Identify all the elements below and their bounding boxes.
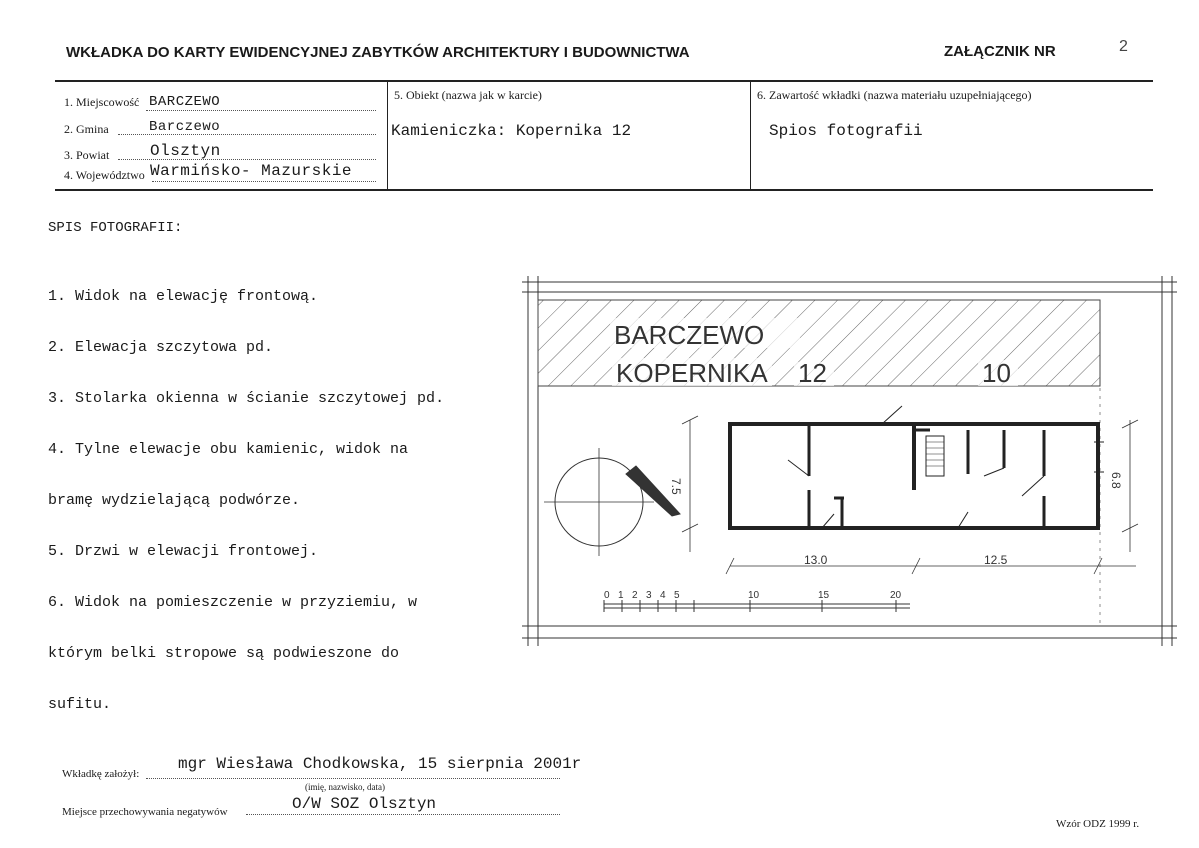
dimension-lines: [682, 416, 1138, 574]
gmina-dots: [118, 134, 376, 135]
photo-list: [48, 254, 444, 730]
scale-tick-10: 10: [748, 590, 760, 601]
north-arrow: [544, 448, 680, 556]
list-item: 4. Tylne elewacje obu kamienic, widok na: [48, 441, 409, 458]
object-label: 5. Obiekt (nazwa jak w karcie): [394, 88, 542, 102]
created-by-value: mgr Wiesława Chodkowska, 15 sierpnia 2001r: [178, 755, 582, 773]
list-item: 2. Elewacja szczytowa pd.: [48, 339, 274, 356]
negatives-dots: [246, 814, 560, 815]
gmina-value: Barczewo: [149, 119, 221, 135]
list-item: 1. Widok na elewację frontową.: [48, 288, 319, 305]
scale-tick-15: 15: [818, 590, 830, 601]
object-value: Kamieniczka: Kopernika 12: [391, 122, 632, 140]
plan-town-label: BARCZEWO: [614, 320, 765, 350]
attachment-number: 2: [1119, 38, 1128, 55]
content-value: Spios fotografii: [769, 122, 923, 140]
scale-tick-5: 5: [674, 590, 680, 601]
photo-list-heading: SPIS FOTOGRAFII:: [48, 220, 183, 236]
gmina-label: 2. Gmina: [64, 122, 109, 136]
table-divider-1: [387, 81, 388, 190]
created-by-hint: (imię, nazwisko, data): [305, 782, 385, 792]
wojewodztwo-label: 4. Województwo: [64, 168, 145, 182]
miejscowosc-label: 1. Miejscowość: [64, 95, 140, 109]
wojewodztwo-dots: [152, 181, 376, 182]
building-plan: [730, 406, 1104, 528]
table-divider-2: [750, 81, 751, 190]
powiat-value: Olsztyn: [150, 142, 221, 160]
list-item: sufitu.: [48, 696, 112, 713]
list-item: bramę wydzielającą podwórze.: [48, 492, 301, 509]
scale-tick-2: 2: [632, 590, 638, 601]
scale-bar: [604, 600, 910, 612]
scale-tick-1: 1: [618, 590, 624, 601]
template-note: Wzór ODZ 1999 r.: [1056, 818, 1140, 830]
content-label: 6. Zawartość wkładki (nazwa materiału uzupełniającego): [757, 88, 1032, 102]
negatives-value: O/W SOZ Olsztyn: [292, 795, 437, 813]
dim-depth-right: 6.8: [1109, 472, 1123, 489]
created-by-dots: [146, 778, 560, 779]
dim-width-a: 13.0: [804, 553, 828, 567]
form-title: WKŁADKA DO KARTY EWIDENCYJNEJ ZABYTKÓW ARCHITEKTURY I BUDOWNICTWA: [66, 44, 690, 61]
powiat-dots: [118, 159, 376, 160]
dim-width-b: 12.5: [984, 553, 1008, 567]
created-by-label: Wkładkę założył:: [62, 768, 140, 780]
dim-depth-left: 7.5: [669, 478, 683, 495]
scale-tick-4: 4: [660, 590, 666, 601]
negatives-label: Miejsce przechowywania negatywów: [62, 806, 228, 818]
attachment-label: ZAŁĄCZNIK NR: [944, 43, 1056, 60]
site-plan-drawing: [522, 276, 1180, 648]
plan-house-number-a: 12: [798, 358, 827, 388]
wojewodztwo-value: Warmińsko- Mazurskie: [150, 162, 353, 180]
list-item: 6. Widok na pomieszczenie w przyziemiu, w: [48, 594, 418, 611]
list-item: którym belki stropowe są podwieszone do: [48, 645, 400, 662]
scale-tick-20: 20: [890, 590, 902, 601]
table-top-line: [55, 80, 1153, 82]
list-item: 3. Stolarka okienna w ścianie szczytowej pd.: [48, 390, 445, 407]
table-bottom-line: [55, 189, 1153, 191]
scale-tick-3: 3: [646, 590, 652, 601]
plan-house-number-b: 10: [982, 358, 1011, 388]
powiat-label: 3. Powiat: [64, 148, 110, 162]
scale-tick-0: 0: [604, 590, 610, 601]
miejscowosc-value: BARCZEWO: [149, 94, 221, 110]
plan-street-label: KOPERNIKA: [616, 358, 768, 388]
miejscowosc-dots: [146, 110, 376, 111]
list-item: 5. Drzwi w elewacji frontowej.: [48, 543, 319, 560]
